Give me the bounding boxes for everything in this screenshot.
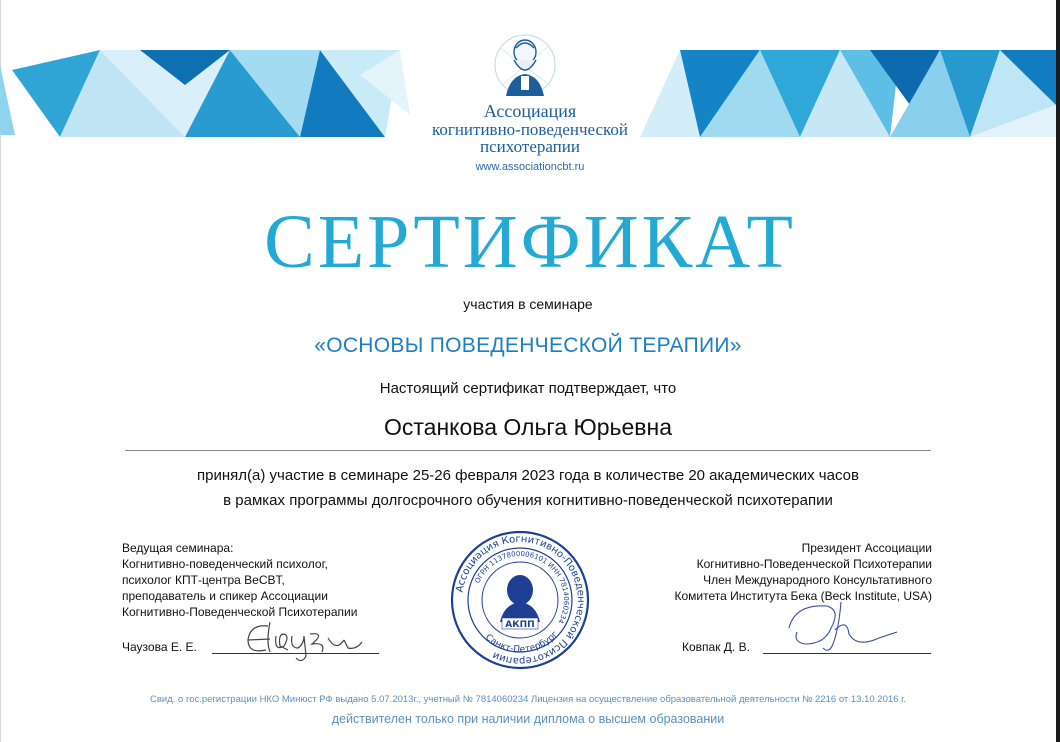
president-line: Комитета Института Бека (Beck Institute, USA) [674,589,932,603]
confirm-text: Настоящий сертификат подтверждает, что [379,380,677,397]
leader-line: Когнитивно-Поведенческой Психотерапии [122,605,358,619]
president-line: Когнитивно-Поведенческой Психотерапии [696,557,932,571]
validity-note: действителен только при наличии диплома о высшем образовании [331,712,725,726]
seminar-name: «ОСНОВЫ ПОВЕДЕНЧЕСКОЙ ТЕРАПИИ» [314,334,742,357]
certificate-subtitle: участия в семинаре [463,296,593,312]
association-name-line3: психотерапии [480,137,580,156]
leader-line: Когнитивно-поведенческий психолог, [122,557,328,571]
leader-line: преподаватель и спикер Ассоциации [122,589,328,603]
seminar-leader-block [122,540,357,620]
page-border-right [1056,0,1060,742]
leader-line: Ведущая семинара: [122,541,234,555]
recipient-name: Останкова Ольга Юрьевна [383,414,673,440]
stamp-city: Санкт-Петербург [483,629,561,656]
president-signature [775,598,905,658]
association-website: www.associationcbt.ru [475,161,585,173]
leader-signature-name: Чаузова Е. Е. [122,640,197,654]
participation-text-line1: принял(а) участие в семинаре 25-26 февраля 2023 года в количестве 20 академических часов [197,467,859,484]
president-signature-name: Ковпак Д. В. [682,640,750,654]
leader-line: психолог КПТ-центра BeCBT, [122,573,285,587]
stamp-abbr: АКПП [505,620,535,630]
association-stamp [450,530,590,670]
stamp-inner-text: ОГРН 1137800006101 ИНН 7814060234 [473,549,571,625]
registration-info: Свид. о гос.регистрации НКО Минюст РФ выдано 5.07.2013г., учетный № 7814060234 Лицензия на осуществление образовательной деятельности № 2216 от 13.10.2016 г. [149,694,907,705]
president-block [674,540,932,604]
recipient-underline [125,450,931,451]
stamp-outer-text: Ассоциация Когнитивно-Поведенческой Психотерапии [454,533,587,667]
association-logo-portrait [480,30,570,100]
president-line: Член Международного Консультативного [703,573,932,587]
association-name-line2: когнитивно-поведенческой [431,120,629,139]
president-line: Президент Ассоциации [801,541,932,555]
leader-signature [240,612,370,664]
certificate-title: СЕРТИФИКАТ [264,200,796,284]
participation-text-line2: в рамках программы долгосрочного обучения когнитивно-поведенческой психотерапии [223,492,833,509]
association-name-line1: Ассоциация [483,101,577,121]
